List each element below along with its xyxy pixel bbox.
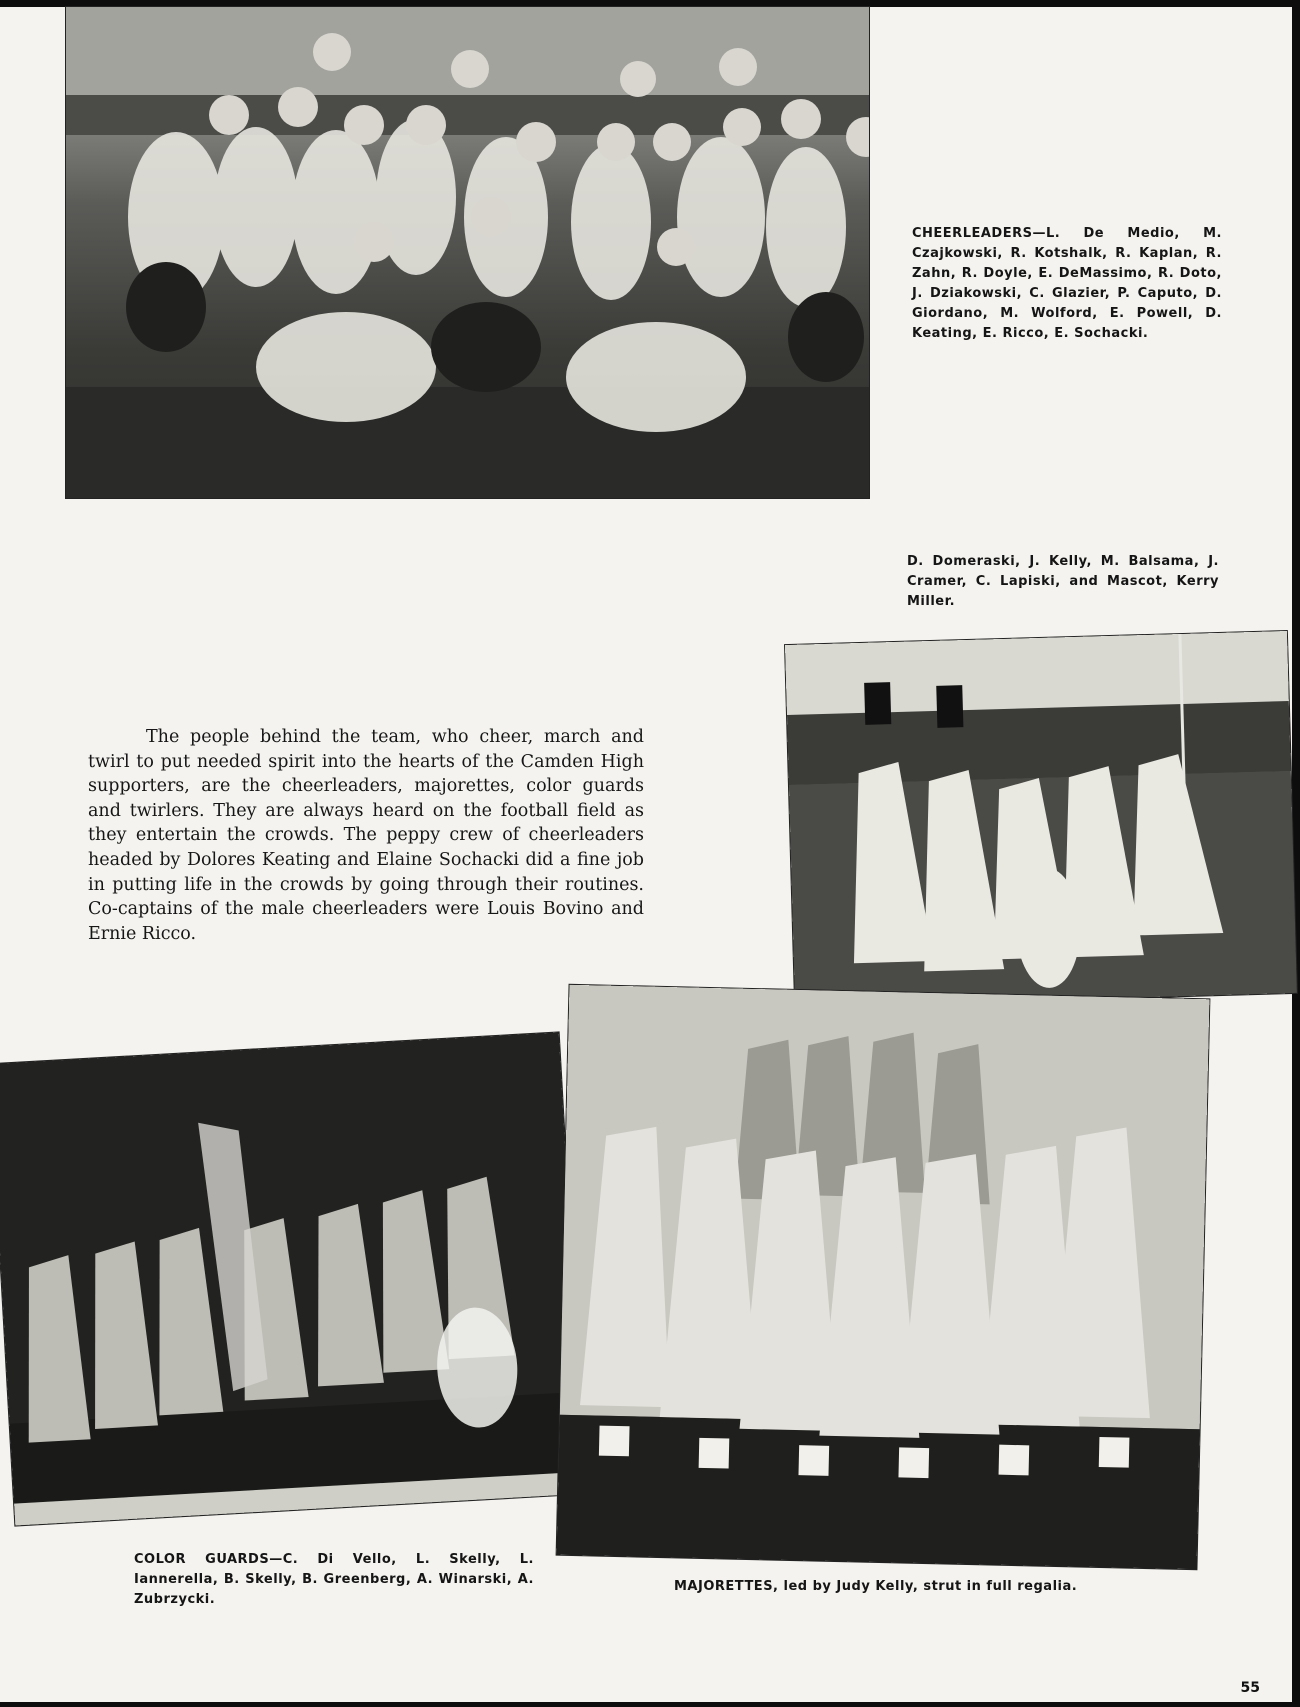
introduction-paragraph: The people behind the team, who cheer, march and twirl to put needed spirit into the hearts of the Camden High supporters, are the cheerleaders, majorettes, color guards and twirlers. They are always heard on the football field as they entertain the crowds. The peppy crew of cheerleaders headed by Dolores Keating and Elaine Sochacki did a fine job in putting life in the crowds by going through their routines. Co-captains of the male cheerleaders were Louis Bovino and Ernie Ricco. <box>88 727 644 944</box>
twirlers-caption: D. Domeraski, J. Kelly, M. Balsama, J. Cramer, C. Lapiski, and Mascot, Kerry Miller. <box>907 554 1219 609</box>
scan-edge-top <box>0 0 1300 7</box>
scan-edge-right <box>1292 0 1300 1707</box>
color-guards-photo <box>0 1032 584 1525</box>
twirlers-photo <box>785 631 1297 1007</box>
cheerleaders-photo <box>66 7 869 498</box>
page-number: 55 <box>1240 1680 1260 1696</box>
majorettes-photo <box>557 985 1210 1569</box>
scan-edge-bottom <box>0 1702 1300 1707</box>
majorettes-caption: MAJORETTES, led by Judy Kelly, strut in full regalia. <box>674 1579 1078 1594</box>
cheerleaders-caption: CHEERLEADERS—L. De Medio, M. Czajkowski, R. Kotshalk, R. Kaplan, R. Zahn, R. Doyle, E. DeMassimo, R. Doto, J. Dziakowski, C. Glazier, P. Caputo, D. Giordano, M. Wolford, E. Powell, D. Keating, E. Ricco, E. Sochacki. <box>912 226 1222 341</box>
color-guards-caption: COLOR GUARDS—C. Di Vello, L. Skelly, L. Iannerella, B. Skelly, B. Greenberg, A. Winarski, A. Zubrzycki. <box>134 1552 534 1607</box>
